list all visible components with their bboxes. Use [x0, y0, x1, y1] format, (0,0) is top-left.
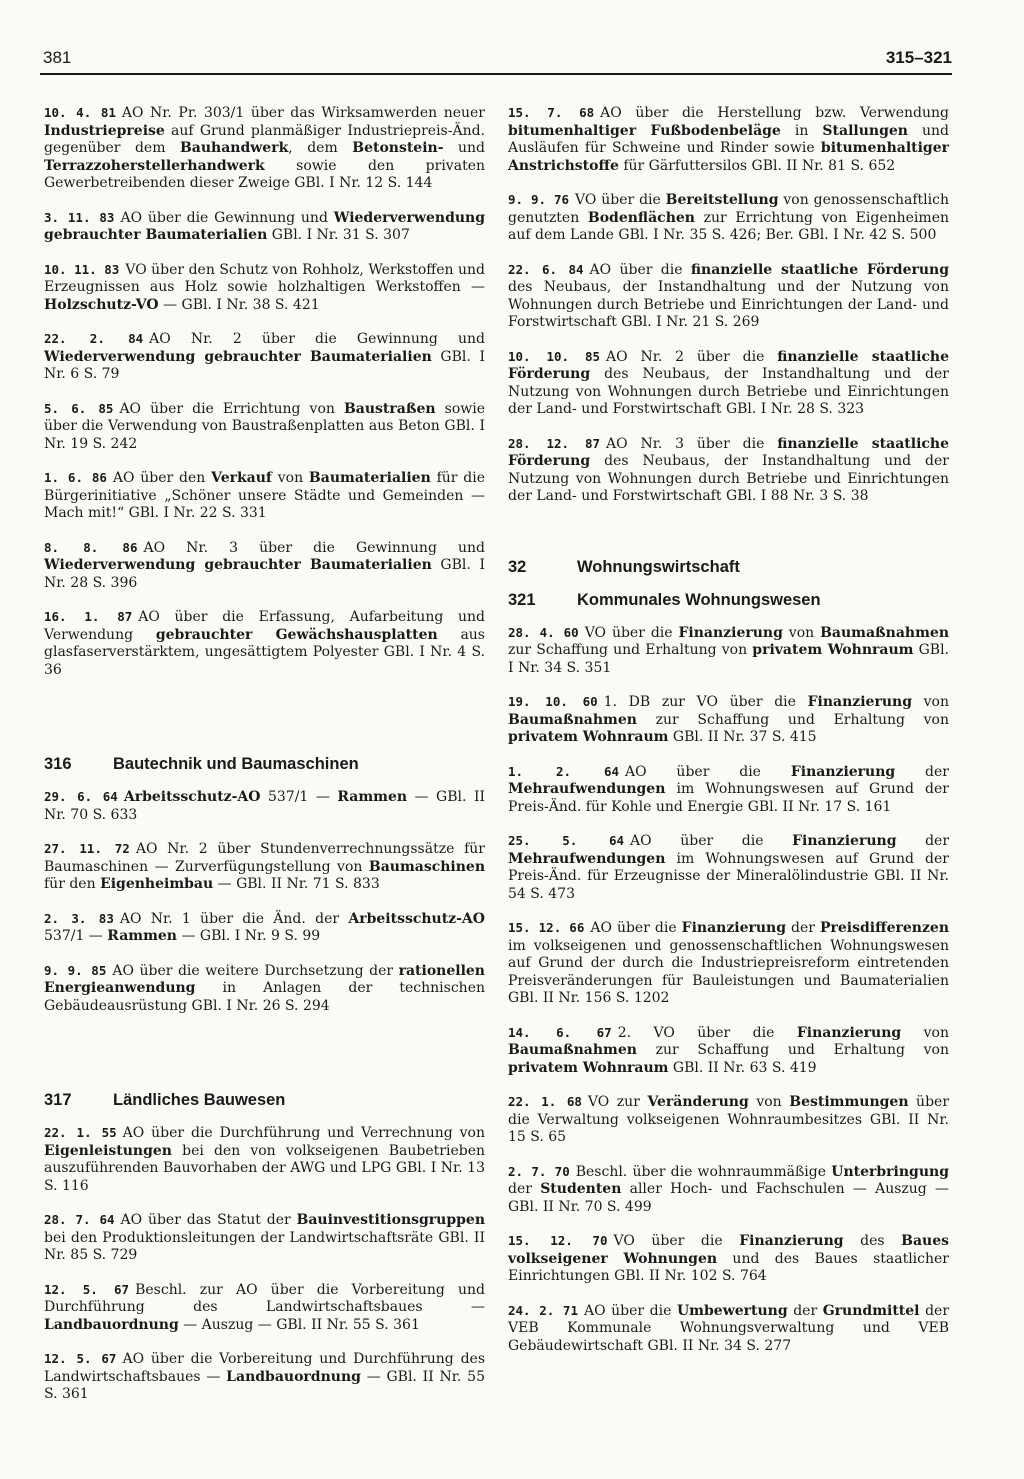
entry-date: 24. 2. 71 [508, 1302, 578, 1318]
entry-text: AO über die Finanzierung der Mehraufwendungen im Wohnungswesen auf Grund der Preis-Änd. für Erzeugnisse der Mineralölindustrie GBl. II Nr. 54 S. 473 [508, 833, 950, 902]
entry-date: 15. 12. 66 [508, 920, 585, 935]
entry-list [44, 104, 485, 679]
law-entry [44, 330, 485, 384]
entry-text: AO über die Errichtung von Baustraßen sowie über die Verwendung von Baustraßenplatten aus Beton GBl. I Nr. 19 S. 242 [44, 400, 485, 452]
section-title: Kommunales Wohnungswesen [577, 590, 821, 609]
entry-text: VO über die Finanzierung von Baumaßnahmen zur Schaffung und Erhaltung von privatem Wohnraum GBl. I Nr. 34 S. 351 [508, 624, 950, 676]
entry-date: 10. 10. 85 [508, 348, 601, 364]
law-entry [508, 191, 949, 245]
section-heading-32 [508, 558, 949, 577]
entry-date: 15. 12. 70 [508, 1233, 608, 1248]
law-entry [44, 1281, 485, 1335]
entry-text: AO Nr. 2 über Stundenverrechnungssätze für Baumaschinen — Zurverfügungstellung von Baumaschinen für den Eigenheimbau — GBl. II Nr. 71 S. 833 [44, 841, 485, 892]
entry-text: AO Nr. Pr. 303/1 über das Wirksamwerden neuer Industriepreise auf Grund planmäßiger Industriepreis-Änd. gegenüber dem Bauhandwerk, dem Betonstein- und Terrazzoherstellerhandwerk sowie den privaten Gewerbetreibenden dieser Zweige GBl. I Nr. 12 S. 144 [44, 105, 486, 191]
entry-date: 15. 7. 68 [508, 105, 595, 120]
entry-date: 9. 9. 76 [508, 192, 570, 207]
entry-text: AO Nr. 2 über die finanzielle staatliche Förderung des Neubaus, der Instandhaltung und der Nutzung von Wohnungen durch Betriebe und Einrichtungen der Land- und Forstwirtschaft GBl. I Nr. 28 S. 323 [508, 348, 950, 417]
left-column [44, 104, 485, 1420]
entry-text: AO über den Verkauf von Baumaterialien für die Bürgerinitiative „Schöner unsere Städte und Gemeinden — Mach mit!“ GBl. I Nr. 22 S. 331 [44, 470, 485, 521]
law-entry [44, 910, 485, 946]
entry-date: 10. 4. 81 [44, 105, 116, 120]
entry-text: AO Nr. 3 über die Gewinnung und Wiederverwendung gebrauchter Baumaterialien GBl. I Nr. 28 S. 396 [44, 539, 485, 591]
law-entry [44, 1124, 485, 1195]
entry-date: 27. 11. 72 [44, 841, 130, 856]
page-range: 315–321 [885, 48, 952, 67]
entry-date: 29. 6. 64 [44, 789, 118, 804]
entry-date: 25. 5. 64 [508, 833, 625, 848]
law-entry [508, 435, 949, 506]
page-number: 381 [43, 48, 72, 67]
entry-date: 22. 6. 84 [508, 261, 584, 277]
law-entry [508, 1232, 949, 1286]
section-heading-317 [44, 1091, 485, 1110]
section-title: Wohnungswirtschaft [577, 557, 740, 576]
entry-date: 22. 1. 55 [44, 1125, 117, 1140]
law-entry [508, 693, 949, 747]
entry-date: 9. 9. 85 [44, 962, 107, 978]
entry-date: 12. 5. 67 [44, 1281, 130, 1297]
law-entry [508, 1093, 949, 1147]
entry-text: AO über die weitere Durchsetzung der rationellen Energieanwendung in Anlagen der technischen Gebäudeausrüstung GBl. I Nr. 26 S. 294 [44, 962, 485, 1014]
entry-text: AO über die Vorbereitung und Durchführung des Landwirtschaftsbaues — Landbauordnung — GBl. II Nr. 55 S. 361 [44, 1351, 486, 1402]
entry-list [44, 1124, 485, 1404]
section-number: 316 [44, 755, 72, 773]
law-entry [508, 832, 949, 903]
law-entry [44, 261, 485, 315]
entry-text: VO über die Bereitstellung von genossenschaftlich genutzten Bodenflächen zur Errichtung von Eigenheimen auf dem Lande GBl. I Nr. 35 S. 426; Ber. GBl. I Nr. 42 S. 500 [508, 192, 949, 243]
entry-text: AO über die Gewinnung und Wiederverwendung gebrauchter Baumaterialien GBl. I Nr. 31 S. 307 [44, 209, 485, 243]
law-entry [508, 104, 949, 175]
entry-date: 28. 7. 64 [44, 1212, 115, 1227]
entry-date: 2. 3. 83 [44, 910, 114, 926]
entry-date: 1. 6. 86 [44, 470, 107, 485]
entry-date: 28. 12. 87 [508, 435, 601, 451]
section-title: Ländliches Bauwesen [113, 1091, 286, 1109]
entry-date: 1. 2. 64 [508, 763, 619, 779]
entry-list [508, 624, 949, 1356]
entry-text: AO über die Umbewertung der Grundmittel der VEB Kommunale Wohnungsverwaltung und VEB Gebäudewirtschaft GBl. II Nr. 34 S. 277 [508, 1302, 950, 1354]
section-number: 317 [44, 1091, 72, 1109]
entry-date: 5. 6. 85 [44, 400, 114, 416]
law-entry [44, 469, 485, 523]
entry-text: 1. DB zur VO über die Finanzierung von Baumaßnahmen zur Schaffung und Erhaltung von privatem Wohnraum GBl. II Nr. 37 S. 415 [508, 694, 949, 745]
law-entry [44, 104, 485, 193]
law-entry [508, 1163, 949, 1217]
entry-text: VO zur Veränderung von Bestimmungen über die Verwaltung volkseigenen Wohnraumbesitzes GBl. II Nr. 15 S. 65 [508, 1094, 950, 1145]
law-entry [44, 840, 485, 894]
entry-date: 10. 11. 83 [44, 261, 120, 277]
section-number: 32 [508, 557, 527, 576]
entry-text: AO über die Erfassung, Aufarbeitung und Verwendung gebrauchter Gewächshausplatten aus glasfaserverstärktem, ungesättigtem Polyester GBl. I Nr. 4 S. 36 [44, 609, 485, 678]
entry-date: 22. 1. 68 [508, 1094, 582, 1109]
entry-text: VO über den Schutz von Rohholz, Werkstoffen und Erzeugnissen aus Holz sowie holzhaltigen Werkstoffen — Holzschutz-VO — GBl. I Nr. 38 S. 421 [44, 261, 485, 313]
section-number: 321 [508, 590, 536, 609]
entry-text: Arbeitsschutz-AO 537/1 — Rammen — GBl. II Nr. 70 S. 633 [44, 789, 486, 823]
law-entry [508, 624, 949, 678]
entry-text: AO über die Finanzierung der Preisdifferenzen im volkseigenen und genossenschaftlichen Wohnungswesen auf Grund der durch die Industriepreisreform eintretenden Preisveränderungen für Bauleistungen und Baumaterialien GBl. II Nr. 156 S. 1202 [508, 920, 949, 1006]
entry-text: AO über die Finanzierung der Mehraufwendungen im Wohnungswesen auf Grund der Preis-Änd. für Kohle und Energie GBl. II Nr. 17 S. 161 [508, 763, 949, 815]
entry-date: 12. 5. 67 [44, 1351, 117, 1366]
law-entry [44, 788, 485, 824]
law-entry [44, 209, 485, 245]
entry-text: Beschl. zur AO über die Vorbereitung und Durchführung des Landwirtschaftsbaues — Landbauordnung — Auszug — GBl. II Nr. 55 S. 361 [44, 1281, 485, 1333]
entry-text: AO Nr. 2 über die Gewinnung und Wiederverwendung gebrauchter Baumaterialien GBl. I Nr. 6 S. 79 [44, 331, 486, 382]
law-entry [44, 400, 485, 454]
entry-text: AO über die Herstellung bzw. Verwendung bitumenhaltiger Fußbodenbeläge in Stallungen und Ausläufen für Schweine und Rinder sowie bitumenhaltiger Anstrichstoffe für Gärfuttersilos GBl. II Nr. 81 S. 652 [508, 105, 949, 174]
entry-list [44, 788, 485, 1015]
entry-date: 3. 11. 83 [44, 209, 115, 225]
right-column [508, 104, 949, 1371]
entry-text: AO Nr. 1 über die Änd. der Arbeitsschutz-AO 537/1 — Rammen — GBl. I Nr. 9 S. 99 [44, 910, 485, 944]
law-entry [44, 1350, 485, 1404]
entry-text: AO über die finanzielle staatliche Förderung des Neubaus, der Instandhaltung und der Nutzung von Wohnungen durch Betriebe und Einrichtungen der Land- und Forstwirtschaft GBl. I Nr. 21 S. 269 [508, 261, 950, 330]
section-heading-321 [508, 591, 949, 610]
entry-date: 28. 4. 60 [508, 624, 579, 640]
law-entry [44, 539, 485, 593]
law-entry [508, 763, 949, 817]
law-entry [508, 261, 949, 332]
section-title: Bautechnik und Baumaschinen [113, 755, 359, 773]
law-entry [44, 608, 485, 679]
entry-date: 22. 2. 84 [44, 331, 144, 346]
entry-text: AO über die Durchführung und Verrechnung von Eigenleistungen bei den von volkseigenen Baubetrieben auszuführenden Bauvorhaben der AWG und LPG GBl. I Nr. 13 S. 116 [44, 1125, 485, 1194]
entry-date: 8. 8. 86 [44, 539, 138, 555]
entry-text: Beschl. über die wohnraummäßige Unterbringung der Studenten aller Hoch- und Fachschulen — Auszug — GBl. II Nr. 70 S. 499 [508, 1163, 950, 1215]
law-entry [508, 1024, 949, 1078]
entry-date: 14. 6. 67 [508, 1024, 612, 1040]
law-entry [508, 348, 949, 419]
law-entry [44, 1211, 485, 1265]
entry-date: 16. 1. 87 [44, 609, 133, 624]
entry-list [508, 104, 949, 506]
entry-text: AO über das Statut der Bauinvestitionsgruppen bei den Produktionsleitungen der Landwirtschaftsräte GBl. II Nr. 85 S. 729 [44, 1212, 486, 1263]
law-entry [44, 962, 485, 1016]
law-entry [508, 1302, 949, 1356]
entry-date: 2. 7. 70 [508, 1163, 570, 1179]
header-rule [40, 73, 952, 75]
entry-text: VO über die Finanzierung des Baues volkseigener Wohnungen und des Baues staatlicher Einrichtungen GBl. II Nr. 102 S. 764 [508, 1233, 949, 1284]
entry-text: AO Nr. 3 über die finanzielle staatliche Förderung des Neubaus, der Instandhaltung und der Nutzung von Wohnungen durch Betriebe und Einrichtungen der Land- und Forstwirtschaft GBl. I 88 Nr. 3 S. 38 [508, 435, 950, 504]
section-heading-316 [44, 755, 485, 774]
law-entry [508, 919, 949, 1008]
entry-text: 2. VO über die Finanzierung von Baumaßnahmen zur Schaffung und Erhaltung von privatem Wohnraum GBl. II Nr. 63 S. 419 [508, 1024, 949, 1076]
entry-date: 19. 10. 60 [508, 694, 598, 709]
